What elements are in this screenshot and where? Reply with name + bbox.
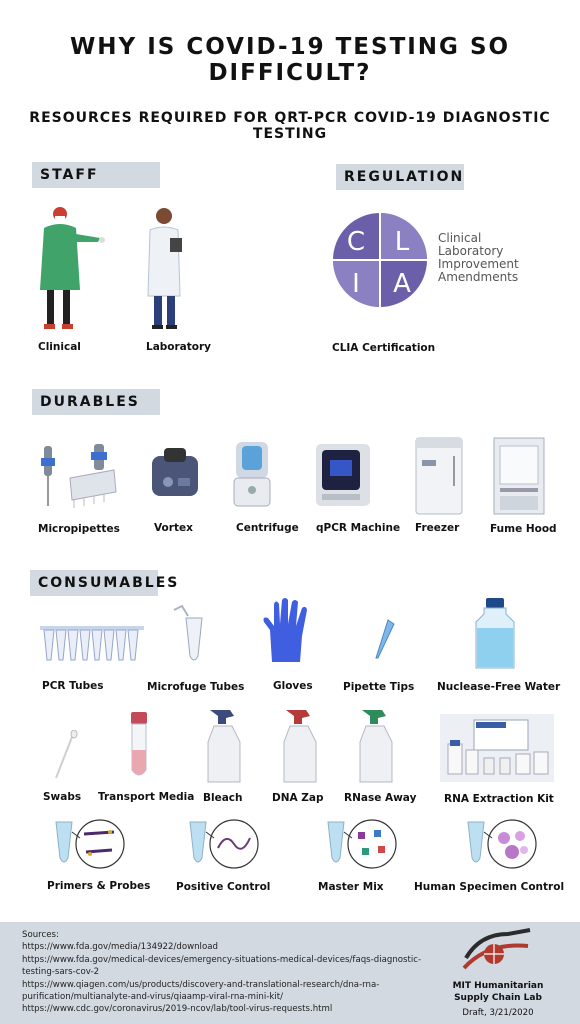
section-header-staff: STAFF: [32, 162, 160, 188]
staff-label-clinical: Clinical: [38, 341, 81, 353]
clia-logo-letter-l: L: [394, 227, 410, 257]
regulation-label-clia: CLIA Certification: [332, 342, 436, 354]
org-name-line2: Supply Chain Lab: [454, 993, 542, 1003]
rnase-away-spray-icon: [356, 706, 396, 786]
clia-word-improvement: Improvement: [438, 257, 519, 271]
consumable-label-transport-media: Transport Media: [98, 791, 195, 803]
nuclease-free-water-icon: [474, 596, 516, 672]
sources-list: [22, 929, 432, 1016]
org-name-line1: MIT Humanitarian: [452, 981, 544, 991]
positive-control-icon: [188, 818, 260, 872]
section-header-regulation: REGULATION: [336, 164, 464, 190]
source-link[interactable]: https://www.cdc.gov/coronavirus/2019-ncov/lab/tool-virus-requests.html: [22, 1004, 333, 1015]
clia-word-laboratory: Laboratory: [438, 244, 504, 258]
durable-label-fume-hood: Fume Hood: [490, 523, 557, 535]
laboratory-staff-icon: [140, 204, 200, 332]
bleach-spray-icon: [204, 706, 244, 786]
pipette-tip-icon: [372, 618, 396, 662]
source-link[interactable]: https://www.qiagen.com/us/products/discovery-and-translational-research/dna-rna-: [22, 979, 380, 990]
source-link[interactable]: testing-sars-cov-2: [22, 967, 100, 978]
durable-label-micropipettes: Micropipettes: [38, 523, 120, 535]
centrifuge-icon: [232, 440, 272, 508]
master-mix-icon: [326, 818, 398, 872]
org-name: [440, 980, 556, 1004]
sources-label: Sources:: [22, 930, 59, 940]
clia-logo-letter-i: I: [352, 269, 360, 299]
consumable-label-human-specimen-control: Human Specimen Control: [414, 881, 565, 893]
page-subtitle: RESOURCES REQUIRED FOR QRT-PCR COVID-19 DIAGNOSTIC TESTING: [29, 110, 551, 142]
human-specimen-control-icon: [466, 818, 538, 872]
durable-label-vortex: Vortex: [154, 522, 193, 534]
consumable-label-pipette-tips: Pipette Tips: [343, 681, 415, 693]
draft-date: Draft, 3/21/2020: [462, 1008, 534, 1018]
section-header-consumables: CONSUMABLES: [30, 570, 158, 596]
consumable-label-dna-zap: DNA Zap: [272, 792, 324, 804]
consumable-label-bleach: Bleach: [203, 792, 243, 804]
clia-logo-icon: [330, 210, 430, 310]
vortex-icon: [150, 446, 200, 498]
freezer-icon: [414, 436, 464, 516]
clia-logo-text: [438, 232, 519, 284]
mit-hscl-logo-icon: [460, 928, 534, 976]
consumable-label-swabs: Swabs: [43, 791, 82, 803]
consumable-label-pcr-tubes: PCR Tubes: [42, 680, 104, 692]
consumable-label-microfuge-tubes: Microfuge Tubes: [147, 681, 245, 693]
section-header-durables: DURABLES: [32, 389, 160, 415]
source-link[interactable]: https://www.fda.gov/media/134922/download: [22, 942, 218, 953]
pcr-tubes-icon: [38, 612, 144, 664]
microfuge-tube-icon: [172, 604, 206, 666]
staff-label-laboratory: Laboratory: [146, 341, 212, 353]
micropipettes-icon: [38, 442, 120, 510]
consumable-label-nuclease-free-water: Nuclease-Free Water: [437, 681, 561, 693]
source-link[interactable]: purification/multianalyte-and-virus/qiaamp-viral-rna-mini-kit/: [22, 992, 283, 1003]
rna-extraction-kit-icon: [440, 714, 554, 782]
consumable-label-master-mix: Master Mix: [318, 881, 384, 893]
clia-word-clinical: Clinical: [438, 231, 482, 245]
qpcr-machine-icon: [314, 442, 372, 508]
swab-icon: [52, 730, 78, 780]
clia-logo-letter-c: C: [346, 227, 366, 257]
durable-label-centrifuge: Centrifuge: [236, 522, 299, 534]
fume-hood-icon: [492, 436, 546, 516]
source-link[interactable]: https://www.fda.gov/medical-devices/emergency-situations-medical-devices/faqs-diagnostic-: [22, 954, 422, 965]
clia-word-amendments: Amendments: [438, 270, 519, 284]
primers-probes-icon: [54, 818, 126, 872]
consumable-label-gloves: Gloves: [273, 680, 313, 692]
clinical-staff-icon: [30, 200, 110, 332]
consumable-label-primers-probes: Primers & Probes: [47, 880, 151, 892]
consumable-label-rnase-away: RNase Away: [344, 792, 417, 804]
durable-label-freezer: Freezer: [415, 522, 460, 534]
consumable-label-rna-extraction-kit: RNA Extraction Kit: [444, 793, 554, 805]
consumable-label-positive-control: Positive Control: [176, 881, 271, 893]
transport-media-icon: [128, 710, 150, 780]
clia-logo-letter-a: A: [393, 269, 411, 299]
page-title: WHY IS COVID-19 TESTING SO DIFFICULT?: [69, 34, 511, 86]
gloves-icon: [262, 596, 312, 666]
durable-label-qpcr-machine: qPCR Machine: [316, 522, 401, 534]
dna-zap-spray-icon: [280, 706, 320, 786]
